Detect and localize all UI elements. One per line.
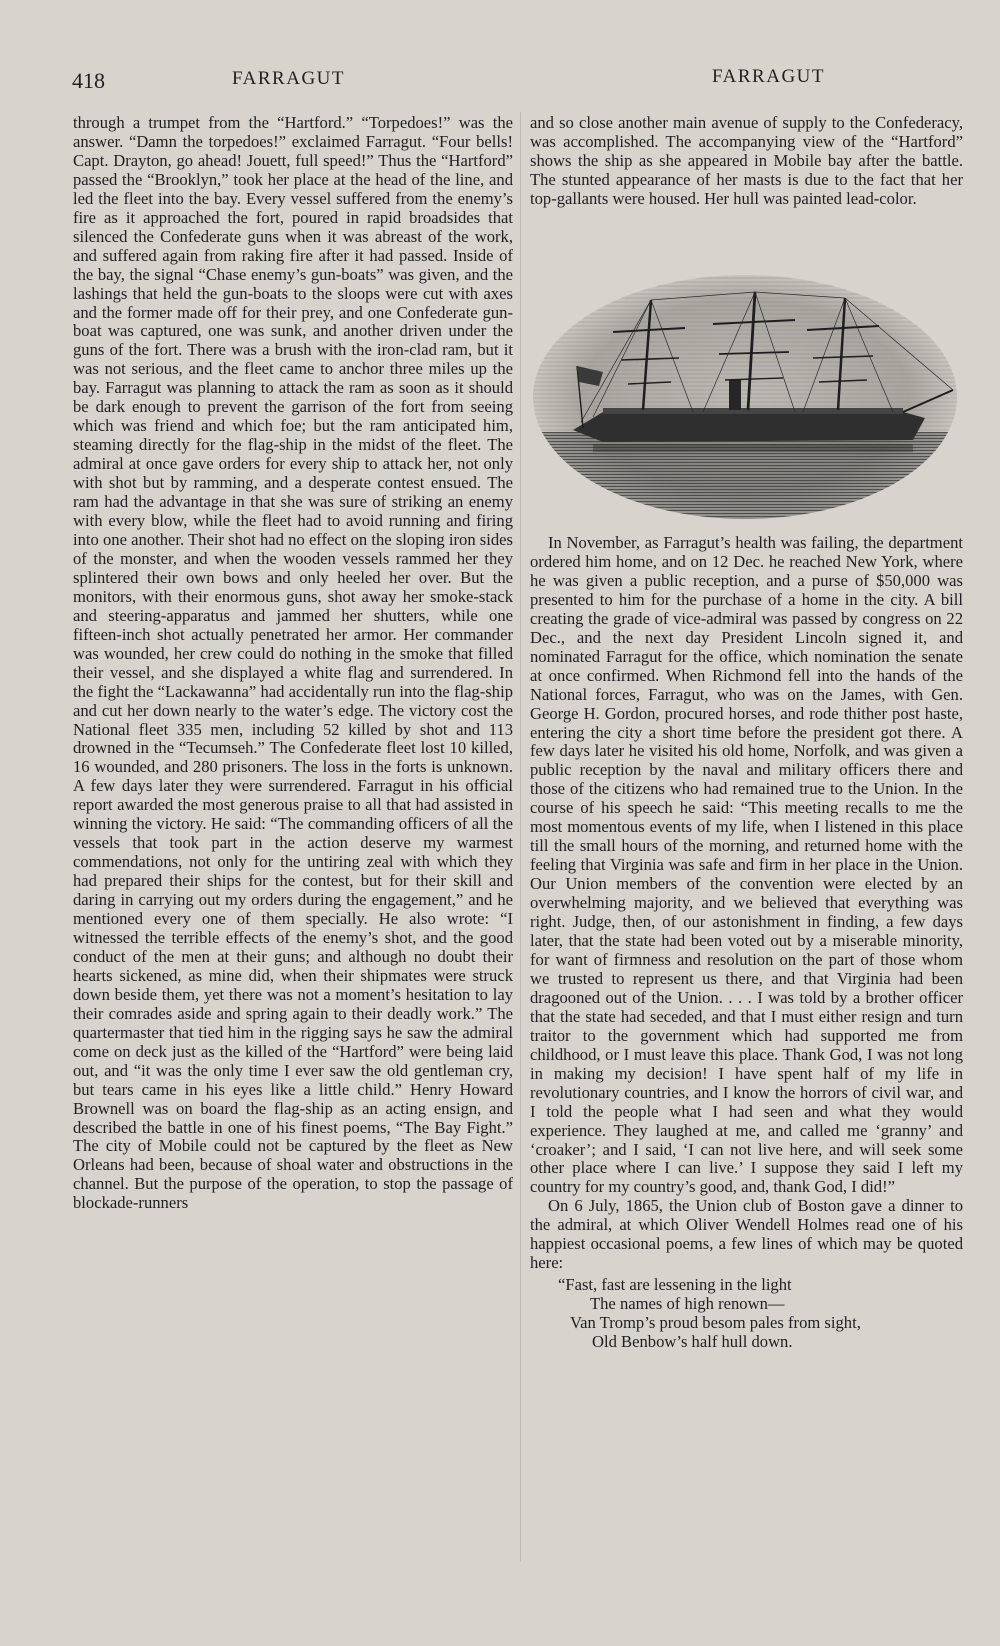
right-column-top-text: and so close another main avenue of supply to the Confederacy, was accomplished. The accompanying view of the “Hartford” shows the ship as she appeared in Mobile bay after the battle. The stunted appearance of her masts is due to the fact that her top-gallants were housed. Her hull was painted lead-color. [530,114,963,208]
poem-line: Old Benbow’s half hull down. [592,1332,793,1352]
right-column-paragraph-1: In November, as Farragut’s health was failing, the department ordered him home, and on 12 Dec. he reached New York, where he was given a public reception, and a purse of $50,000 was presented to him for the purchase of a home in the city. A bill creating the grade of vice-admiral was passed by congress on 22 Dec., and the next day President Lincoln signed it, and nominated Farragut for the office, which nomination the senate at once confirmed. When Richmond fell into the hands of the National forces, Farragut, who was on the James, with Gen. George H. Gordon, procured horses, and rode thither post haste, entering the city a short time before the president got there. A few days later he visited his old home, Norfolk, and was given a public reception by the naval and military officers there and those of the citizens who had remained true to the Union. In the course of his speech he said: “This meeting recalls to me the most momentous events of my life, when I listened in this place till the small hours of the morning, and returned home with the feeling that Virginia was safe and firm in her place in the Union. Our Union members of the convention were elected by an overwhelming majority, and we believed that everything was right. Judge, then, of our astonishment in finding, a few days later, that the state had been voted out by a miserable minority, for want of firmness and resolution on the part of those whom we trusted to represent us there, and that Virginia had been dragooned out of the Union. . . . I was told by a brother officer that the state had seceded, and that I must either resign and turn traitor to the government which had supported me from childhood, or I must leave this place. Thank God, I was not long in making my decision! I have spent half of my life in revolutionary countries, and I know the horrors of civil war, and I told the people what I had seen and what they would experience. They laughed at me, and called me ‘granny’ and ‘croaker’; and I said, ‘I can not live here, and will seek some other place where I can live.’ I suppose they said I left my country for my country’s good, and, thank God, I did!” [530,534,963,1197]
left-column-text: through a trumpet from the “Hartford.” “Torpedoes!” was the answer. “Damn the torpedoes!” exclaimed Farragut. “Four bells! Capt. Drayton, go ahead! Jouett, full speed!” Thus the “Hartford” passed the “Brooklyn,” took her place at the head of the line, and led the fleet into the bay. Every vessel suffered from the enemy’s fire as it approached the fort, poured in rapid broadsides that silenced the Confederate guns when it was abreast of the work, and suffered again from raking fire after it had passed. Inside of the bay, the signal “Chase enemy’s gun-boats” was given, and the lashings that held the gun-boats to the sloops were cut with axes and the former made off for their prey, and one Confederate gun-boat was captured, one was sunk, and another driven under the guns of the fort. There was a brush with the iron-clad ram, but it was not serious, and the fleet came to anchor three miles up the bay. Farragut was planning to attack the ram as soon as it should be dark enough to prevent the garrison of the fort from seeing which was friend and which foe; but the ram anticipated him, steaming directly for the flag-ship in the midst of the fleet. The admiral at once gave orders for every ship to attack her, not only with shot but by ramming, and a desperate contest ensued. The ram had the advantage in that she was sure of striking an enemy with every blow, while the fleet had to avoid running and firing into one another. Their shot had no effect on the sloping iron sides of the monster, and when the wooden vessels rammed her they splintered their own bows and only heeled her over. But the monitors, with their enormous guns, shot away her smoke-stack and steering-apparatus and jammed her shutters, while one fifteen-inch shot actually penetrated her armor. Her commander was wounded, her crew could do nothing in the smoke that filled their vessel, and she displayed a white flag and surrendered. In the fight the “Lackawanna” had accidentally run into the flag-ship and cut her down nearly to the water’s edge. The victory cost the National fleet 335 men, including 52 killed by shot and 113 drowned in the “Tecumseh.” The Confederate fleet lost 10 killed, 16 wounded, and 280 prisoners. The loss in the forts is unknown. A few days later they were surrendered. Farragut in his official report awarded the most generous praise to all that had assisted in winning the victory. He said: “The commanding officers of all the vessels that took part in the action deserve my warmest commendations, not only for the untiring zeal with which they had prepared their ships for the contest, but for their skill and daring in carrying out my orders during the engagement,” and he mentioned every one of them specially. He also wrote: “I witnessed the terrible effects of the enemy’s shot, and the good conduct of the men at their guns; and although no doubt their hearts sickened, as mine did, when their shipmates were struck down beside them, yet there was not a moment’s hesitation to lay their comrades aside and spring again to their deadly work.” The quartermaster that tied him in the rigging says he saw the admiral come on deck just as the killed of the “Hartford” were being laid out, and “it was the only time I ever saw the old gentleman cry, but tears came in his eyes like a little child.” Henry Howard Brownell was on board the flag-ship as an acting ensign, and described the battle in one of his finest poems, “The Bay Fight.” The city of Mobile could not be captured by the fleet as New Orleans had been, because of shoal water and obstructions in the channel. But the purpose of the operation, to stop the passage of blockade-runners [73,114,513,1213]
page-header [72,62,962,92]
right-column-paragraph-2: On 6 July, 1865, the Union club of Boston gave a dinner to the admiral, at which Oliver Wendell Holmes read one of his happiest occasional poems, a few lines of which may be quoted here: [530,1196,963,1273]
ship-illustration [533,272,958,522]
poem-line: Van Tromp’s proud besom pales from sight, [570,1313,861,1333]
left-column [73,114,513,1554]
right-column-top [530,114,963,254]
poem-quote [530,1275,963,1351]
column-divider [520,112,521,1562]
running-head-right: FARRAGUT [712,66,825,87]
ship-engraving-icon [533,272,958,522]
right-column-bottom [530,534,963,1574]
poem-line: “Fast, fast are lessening in the light [558,1275,792,1295]
running-head-left: FARRAGUT [232,68,345,89]
page-number: 418 [72,68,105,93]
poem-line: The names of high renown— [590,1294,785,1314]
